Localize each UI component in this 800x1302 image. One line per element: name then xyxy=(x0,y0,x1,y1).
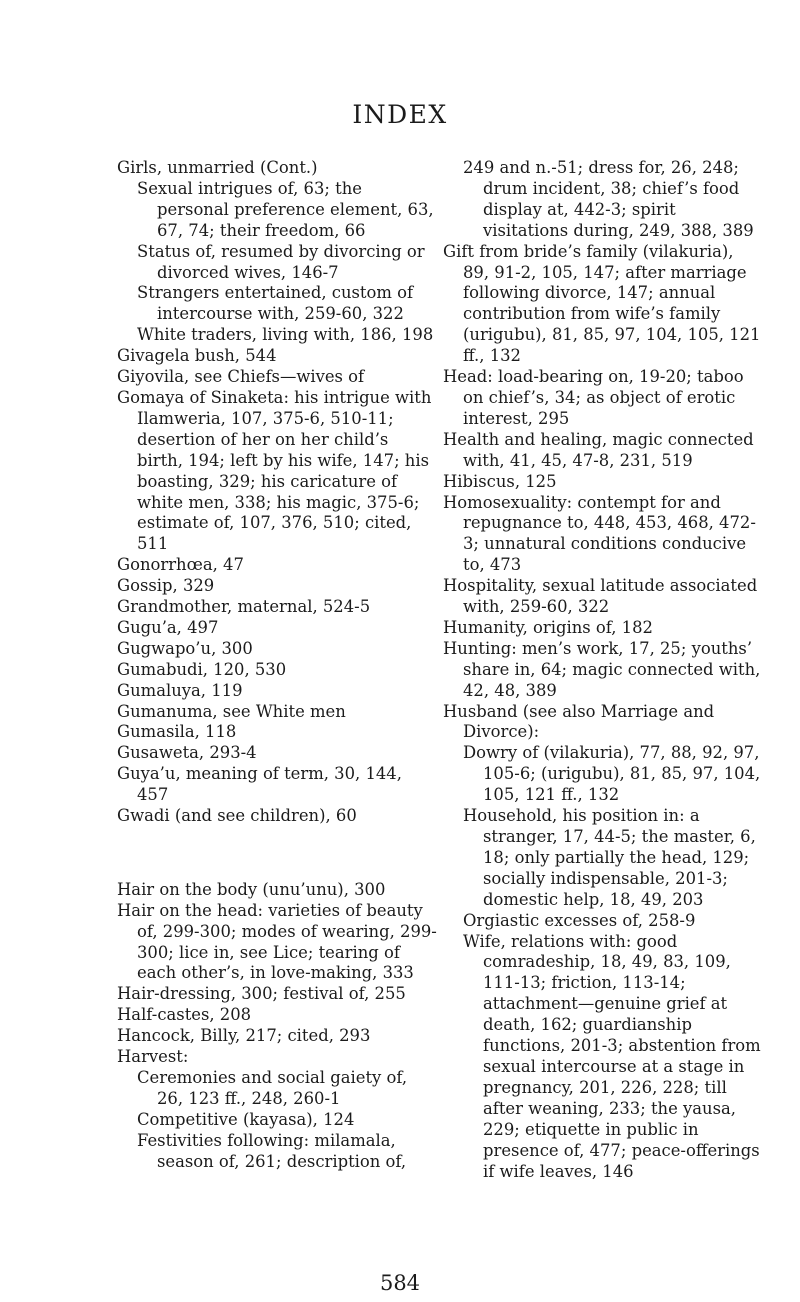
index-entry: Gossip, 329 xyxy=(117,576,215,596)
page-title: INDEX xyxy=(352,100,448,129)
index-entry: Guya’u, meaning of term, 30, 144, 457 xyxy=(117,764,402,805)
index-entry: Hunting: men’s work, 17, 25; youths’ share in, 64; magic connected with, 42, 48, 389 xyxy=(443,638,761,700)
index-subentry: 249 and n.-51; dress for, 26, 248; drum incident, 38; chief’s food display at, 442-3; spirit visitations during, 249, 388, 389 xyxy=(463,158,754,240)
index-entry: Gugu’a, 497 xyxy=(117,617,219,637)
index-column-left xyxy=(117,158,437,1172)
index-entry: Grandmother, maternal, 524-5 xyxy=(117,597,371,617)
index-entry: Gumaluya, 119 xyxy=(117,680,243,700)
index-entry: Hancock, Billy, 217; cited, 293 xyxy=(117,1026,371,1046)
index-subentry: Competitive (kayasa), 124 xyxy=(137,1109,355,1129)
index-entry: Head: load-bearing on, 19-20; taboo on chief’s, 34; as object of erotic interest, 295 xyxy=(443,367,744,428)
index-entry: Gumanuma, see White men xyxy=(117,701,346,721)
index-subentry: Sexual intrigues of, 63; the personal preference element, 63, 67, 74; their freedom, 66 xyxy=(137,178,434,240)
index-subentry: Strangers entertained, custom of intercourse with, 259-60, 322 xyxy=(137,283,414,324)
index-entry: Humanity, origins of, 182 xyxy=(443,617,653,637)
index-entry: Hospitality, sexual latitude associated with, 259-60, 322 xyxy=(443,576,758,617)
index-subentry: Wife, relations with: good comradeship, 18, 49, 83, 109, 111-13; friction, 113-14; attachment—genuine grief at death, 162; guardianship functions, 201-3; abstention from sexual intercourse at a stage in pregnancy, 201, 226, 228; till after weaning, 233; the yausa, 229; etiquette in public in presence of, 477; peace-offerings if wife leaves, 146 xyxy=(463,931,761,1181)
index-subentry: Festivities following: milamala, season of, 261; description of, xyxy=(137,1130,407,1171)
index-entry: Husband (see also Marriage and Divorce): xyxy=(443,701,715,742)
index-entry: Gusaweta, 293-4 xyxy=(117,743,257,763)
index-entry: Gift from bride’s family (vilakuria), 89, 91-2, 105, 147; after marriage following divorce, 147; annual contribution from wife’s family (urigubu), 81, 85, 97, 104, 105, 121 ff., 132 xyxy=(443,241,761,366)
index-entry: Harvest: xyxy=(117,1047,189,1067)
index-subentry: Dowry of (vilakuria), 77, 88, 92, 97, 105-6; (urigubu), 81, 85, 97, 104, 105, 121 ff., 132 xyxy=(463,743,761,805)
index-entry: Gumasila, 118 xyxy=(117,722,237,742)
index-entry: Givagela bush, 544 xyxy=(117,346,277,366)
index-entry: Gwadi (and see children), 60 xyxy=(117,806,357,826)
index-entry: Hair-dressing, 300; festival of, 255 xyxy=(117,984,406,1004)
section-gap xyxy=(117,843,437,863)
index-entry: Girls, unmarried (Cont.) xyxy=(117,158,318,177)
index-entry: Health and healing, magic connected with, 41, 45, 47-8, 231, 519 xyxy=(443,429,754,470)
index-entry: Gugwapo’u, 300 xyxy=(117,638,253,658)
index-entry: Hair on the head: varieties of beauty of, 299-300; modes of wearing, 299-300; lice in, see Lice; tearing of each other’s, in love-making, 333 xyxy=(117,900,437,983)
page-number: 584 xyxy=(379,1271,421,1295)
index-column-right xyxy=(443,158,763,1182)
index-entry: Gomaya of Sinaketa: his intrigue with Ilamweria, 107, 375-6, 510-11; desertion of her on her child’s birth, 194; left by his wife, 147; his boasting, 329; his caricature of white men, 338; his magic, 375-6; estimate of, 107, 376, 510; cited, 511 xyxy=(117,387,432,554)
index-entry: Half-castes, 208 xyxy=(117,1005,252,1025)
index-entry: Hibiscus, 125 xyxy=(443,471,557,491)
index-subentry: Orgiastic excesses of, 258-9 xyxy=(463,910,696,930)
index-subentry: Ceremonies and social gaiety of, 26, 123 ff., 248, 260-1 xyxy=(137,1067,408,1108)
index-entry: Gonorrhœa, 47 xyxy=(117,555,244,575)
index-entry: Homosexuality: contempt for and repugnance to, 448, 453, 468, 472-3; unnatural conditions conducive to, 473 xyxy=(443,492,756,575)
index-subentry: White traders, living with, 186, 198 xyxy=(137,325,434,345)
index-entry: Gumabudi, 120, 530 xyxy=(117,659,287,679)
index-subentry: Household, his position in: a stranger, 17, 44-5; the master, 6, 18; only partially the head, 129; socially indispensable, 201-3; domestic help, 18, 49, 203 xyxy=(463,806,756,909)
index-subentry: Status of, resumed by divorcing or divorced wives, 146-7 xyxy=(137,241,425,282)
index-entry: Giyovila, see Chiefs—wives of xyxy=(117,367,365,387)
index-entry: Hair on the body (unu’unu), 300 xyxy=(117,879,386,899)
